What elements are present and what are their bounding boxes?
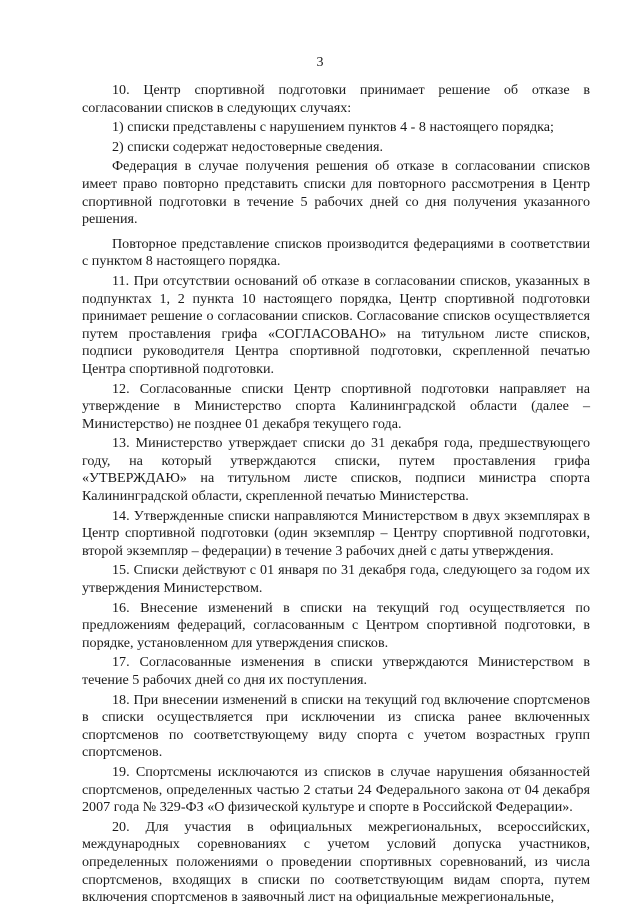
paragraph-10-1: 1) списки представлены с нарушением пунктов 4 - 8 настоящего порядка; <box>112 119 554 136</box>
page-number: 3 <box>316 55 324 70</box>
paragraph-17: 17. Согласованные изменения в списки утверждаются Министерством в течение 5 рабочих дней со дня их поступления. <box>82 654 590 688</box>
paragraph-resubmission-procedure: Повторное представление списков производится федерациями в соответствии с пунктом 8 настоящего порядка. <box>82 235 590 270</box>
paragraph-11: 11. При отсутствии оснований об отказе в согласовании списков, указанных в подпунктах 1, 2 пункта 10 настоящего порядка, Центр спортивной подготовки принимает решение о согласовании списков. Согласование списков осуществляется путем проставления грифа «СОГЛАСОВАНО» на титульном листе списков, подписи руководителя Центра спортивной подготовки, скрепленной печатью Центра спортивной подготовки. <box>82 272 590 377</box>
document-body <box>82 82 590 907</box>
paragraph-20: 20. Для участия в официальных межрегиональных, всероссийских, международных соревнованиях с учетом условий допуска участников, определенных положениями о проведении спортивных соревнований, из числа спортсменов, входящих в списки по соответствующим видам спорта, путем включения спортсменов в заявочный лист на официальные межрегиональные, <box>82 818 590 906</box>
paragraph-10-2: 2) списки содержат недостоверные сведения. <box>112 138 383 155</box>
paragraph-13: 13. Министерство утверждает списки до 31 декабря года, предшествующего году, на который утверждаются списки, путем проставления грифа «УТВЕРЖДАЮ» на титульном листе списков, подписи министра спорта Калининградской области, скрепленной печатью Министерства. <box>82 435 590 505</box>
paragraph-15: 15. Списки действуют с 01 января по 31 декабря года, следующего за годом их утверждения Министерством. <box>82 562 590 597</box>
paragraph-10: 10. Центр спортивной подготовки принимает решение об отказе в согласовании списков в следующих случаях: <box>82 82 590 116</box>
paragraph-12: 12. Согласованные списки Центр спортивной подготовки направляет на утверждение в Министерство спорта Калининградской области (далее – Министерство) не позднее 01 декабря текущего года. <box>82 380 590 432</box>
paragraph-19: 19. Спортсмены исключаются из списков в случае нарушения обязанностей спортсменов, определенных частью 2 статьи 24 Федерального закона от 04 декабря 2007 года № 329-ФЗ «О физической культуре и спорте в Российской Федерации». <box>82 763 590 816</box>
paragraph-18: 18. При внесении изменений в списки на текущий год включение спортсменов в списки осуществляется при исключении из списка ранее включенных спортсменов по соответствующему виду спорта с учетом возрастных групп спортсменов. <box>82 691 590 761</box>
paragraph-14: 14. Утвержденные списки направляются Министерством в двух экземплярах в Центр спортивной подготовки (один экземпляр – Центру спортивной подготовки, второй экземпляр – федерации) в течение 3 рабочих дней с даты утверждения. <box>82 507 590 559</box>
paragraph-16: 16. Внесение изменений в списки на текущий год осуществляется по предложениям федераций, согласованным с Центром спортивной подготовки, в порядке, установленном для утверждения списков. <box>82 599 590 651</box>
paragraph-resubmission-right: Федерация в случае получения решения об отказе в согласовании списков имеет право повторно представить списки для повторного рассмотрения в Центр спортивной подготовки в течение 5 рабочих дней со дня получения указанного решения. <box>82 158 590 228</box>
